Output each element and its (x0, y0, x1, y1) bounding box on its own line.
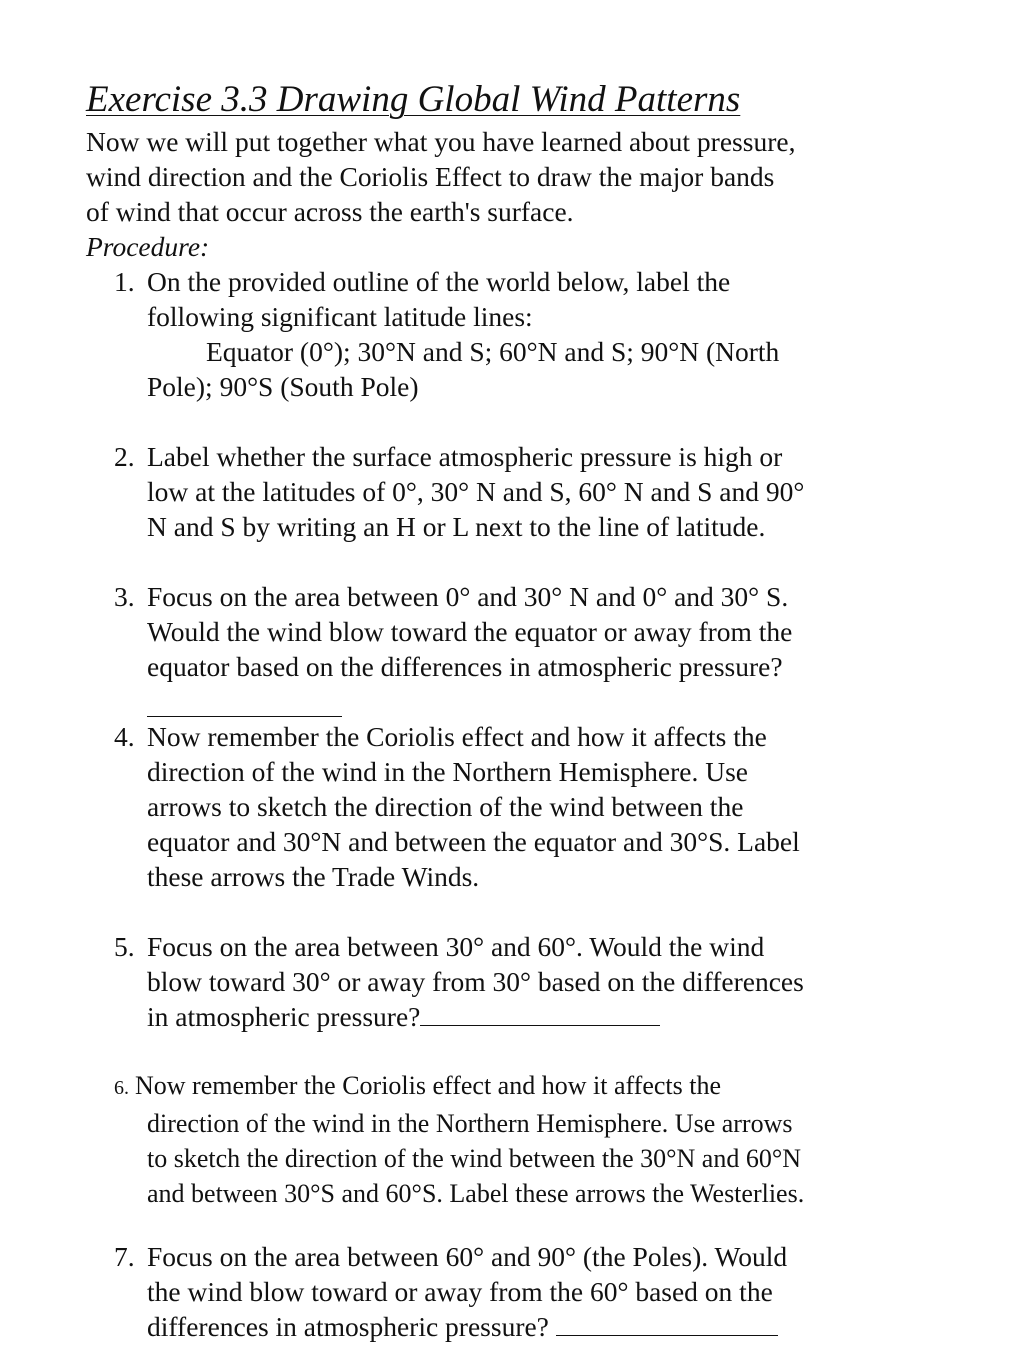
step-text-line: low at the latitudes of 0°, 30° N and S, 60° N and S and 90° (147, 476, 805, 507)
step-number: 3. (114, 581, 135, 612)
step-number: 6. (114, 1077, 129, 1099)
procedure-label: Procedure: (86, 231, 210, 262)
step-text-line: arrows to sketch the direction of the wind between the (147, 791, 744, 822)
answer-blank-step-5[interactable] (420, 1001, 660, 1026)
step-text-line: Now remember the Coriolis effect and how it affects the (135, 1071, 722, 1100)
step-number: 4. (114, 721, 135, 752)
step-text-line: in atmospheric pressure? (147, 1001, 421, 1032)
step-text-line: direction of the wind in the Northern Hemisphere. Use (147, 756, 749, 787)
step-4 (114, 719, 800, 894)
step-text-line: Focus on the area between 60° and 90° (the Poles). Would (147, 1241, 788, 1272)
step-text-line: to sketch the direction of the wind between the 30°N and 60°N (147, 1144, 802, 1173)
step-text-line: equator based on the differences in atmospheric pressure? (147, 651, 783, 682)
step-2 (114, 439, 804, 544)
step-text-line: On the provided outline of the world below, label the (147, 266, 731, 297)
step-text-line: and between 30°S and 60°S. Label these arrows the Westerlies. (147, 1179, 805, 1208)
step-number: 7. (114, 1241, 135, 1272)
step-text-line: direction of the wind in the Northern Hemisphere. Use arrows (147, 1109, 793, 1138)
intro-paragraph (86, 124, 886, 229)
step-number: 5. (114, 931, 135, 962)
step-text-line: differences in atmospheric pressure? (147, 1311, 549, 1342)
step-text-line: blow toward 30° or away from 30° based on the differences (147, 966, 804, 997)
step-7 (114, 1239, 787, 1344)
intro-line: Now we will put together what you have learned about pressure, (86, 126, 796, 157)
step-text-line: the wind blow toward or away from the 60° based on the (147, 1276, 773, 1307)
intro-line: of wind that occur across the earth's surface. (86, 196, 574, 227)
step-text-line: following significant latitude lines: (147, 301, 533, 332)
step-text-line: Focus on the area between 30° and 60°. Would the wind (147, 931, 765, 962)
step-5 (114, 929, 804, 1034)
step-text-line: Would the wind blow toward the equator or away from the (147, 616, 793, 647)
step-number: 2. (114, 441, 135, 472)
step-text-line: Label whether the surface atmospheric pressure is high or (147, 441, 783, 472)
step-3 (114, 579, 792, 684)
answer-blank-step-7[interactable] (556, 1311, 778, 1336)
answer-blank-step-3[interactable] (147, 716, 342, 717)
step-6 (114, 1068, 804, 1211)
step-1 (114, 264, 779, 404)
step-text-line: Pole); 90°S (South Pole) (147, 371, 419, 402)
step-number: 1. (114, 266, 135, 297)
step-text-line: these arrows the Trade Winds. (147, 861, 480, 892)
exercise-title: Exercise 3.3 Drawing Global Wind Patterns (86, 79, 741, 120)
step-text-line: Focus on the area between 0° and 30° N and 0° and 30° S. (147, 581, 789, 612)
step-text-line: equator and 30°N and between the equator and 30°S. Label (147, 826, 800, 857)
step-text-line: Equator (0°); 30°N and S; 60°N and S; 90°N (North (206, 336, 780, 367)
intro-line: wind direction and the Coriolis Effect to draw the major bands (86, 161, 775, 192)
step-text-line: N and S by writing an H or L next to the line of latitude. (147, 511, 766, 542)
step-text-line: Now remember the Coriolis effect and how it affects the (147, 721, 767, 752)
